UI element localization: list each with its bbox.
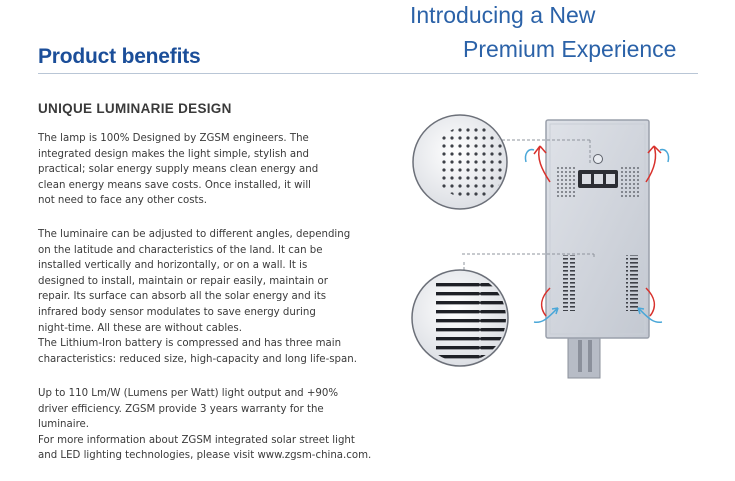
text-line: The Lithium-Iron battery is compressed and has three main <box>38 338 342 350</box>
detail-heatsink <box>412 270 516 366</box>
text-line: infrared body sensor modulates to save energy during <box>38 306 316 318</box>
text-line: Up to 110 Lm/W (Lumens per Watt) light output and +90% <box>38 388 339 399</box>
text-line: designed to install, maintain or repair easily, maintain or <box>38 275 328 287</box>
title-divider <box>38 73 698 74</box>
tagline-line-2: Premium Experience <box>463 36 677 62</box>
text-line: characteristics: reduced size, high-capacity and long life-span. <box>38 353 357 365</box>
paragraph-efficiency <box>38 386 393 464</box>
luminaire-illustration <box>400 110 720 390</box>
text-line: driver efficiency. ZGSM provide 3 years warranty for the <box>38 403 324 415</box>
text-line: installed vertically and horizontally, or on a wall. It is <box>38 260 308 272</box>
detail-perforation <box>413 115 507 209</box>
text-line: repair. Its surface can absorb all the solar energy and its <box>38 291 327 303</box>
paragraph-design <box>38 131 338 209</box>
text-line: For more information about ZGSM integrated solar street light <box>38 434 355 446</box>
text-line: The luminaire can be adjusted to different angles, depending <box>38 229 351 240</box>
text-line: clean energy means save costs. Once installed, it will <box>38 179 311 191</box>
vent-left <box>563 255 575 311</box>
page-title: Product benefits <box>38 45 201 68</box>
text-line: practical; solar energy supply means clean energy and <box>38 164 319 176</box>
text-line: night-time. All these are without cables. <box>38 322 242 334</box>
section-heading: UNIQUE LUMINARIE DESIGN <box>38 101 232 116</box>
text-line: The lamp is 100% Designed by ZGSM engineers. The <box>38 133 309 144</box>
text-line: and LED lighting technologies, please visit www.zgsm-china.com. <box>38 450 372 462</box>
vent-right <box>626 255 638 311</box>
text-line: luminaire. <box>38 419 90 431</box>
text-line: on the latitude and characteristics of the land. It can be <box>38 244 323 256</box>
mounting-bracket <box>568 334 600 378</box>
paragraph-installation <box>38 227 393 367</box>
tagline-line-1: Introducing a New <box>410 2 596 28</box>
text-line: not need to face any other costs. <box>38 195 208 207</box>
text-line: integrated design makes the light simple, stylish and <box>38 148 310 160</box>
